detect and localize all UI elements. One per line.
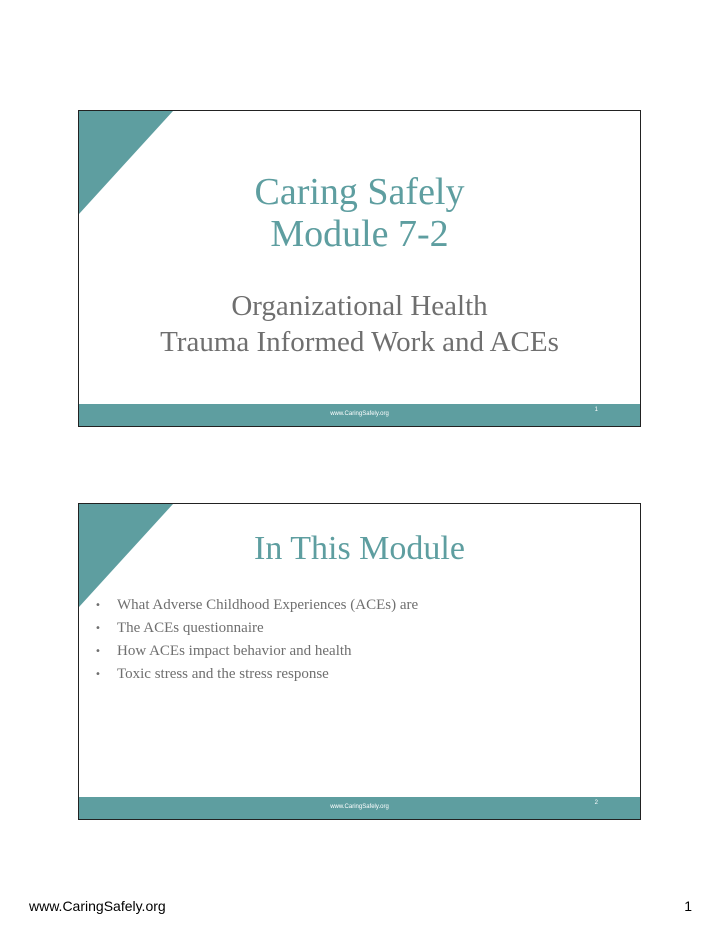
page-footer-url: www.CaringSafely.org	[29, 898, 166, 914]
slide-footer-bar	[79, 404, 640, 426]
bullet-text: What Adverse Childhood Experiences (ACEs) are	[117, 597, 419, 613]
slide-title-line-1: Caring Safely	[254, 171, 465, 213]
slide-number: 1	[594, 407, 598, 413]
slide-subtitle-line-2: Trauma Informed Work and ACEs	[160, 326, 559, 358]
bullet-list	[93, 594, 418, 686]
slide-title: In This Module	[254, 530, 465, 567]
bullet-dot-icon: •	[95, 623, 101, 634]
slide-title-line-2: Module 7-2	[270, 213, 449, 255]
slide-2	[78, 503, 641, 820]
bullet-item	[93, 640, 418, 663]
bullet-text: Toxic stress and the stress response	[117, 666, 329, 682]
bullet-dot-icon: •	[95, 600, 101, 611]
bullet-item	[93, 594, 418, 617]
slide-footer-url: www.CaringSafely.org	[330, 411, 389, 417]
bullet-dot-icon: •	[95, 669, 101, 680]
slide-subtitle-line-1: Organizational Health	[231, 290, 488, 322]
slide-footer-url: www.CaringSafely.org	[330, 804, 389, 810]
page-number: 1	[684, 898, 692, 914]
bullet-dot-icon: •	[95, 646, 101, 657]
slide-footer-bar	[79, 797, 640, 819]
slide-subtitle	[79, 288, 640, 360]
bullet-text: The ACEs questionnaire	[117, 620, 264, 636]
slide-number: 2	[594, 800, 598, 806]
slide-1	[78, 110, 641, 427]
bullet-item	[93, 663, 418, 686]
bullet-text: How ACEs impact behavior and health	[117, 643, 352, 659]
bullet-item	[93, 617, 418, 640]
slide-title	[79, 171, 640, 255]
